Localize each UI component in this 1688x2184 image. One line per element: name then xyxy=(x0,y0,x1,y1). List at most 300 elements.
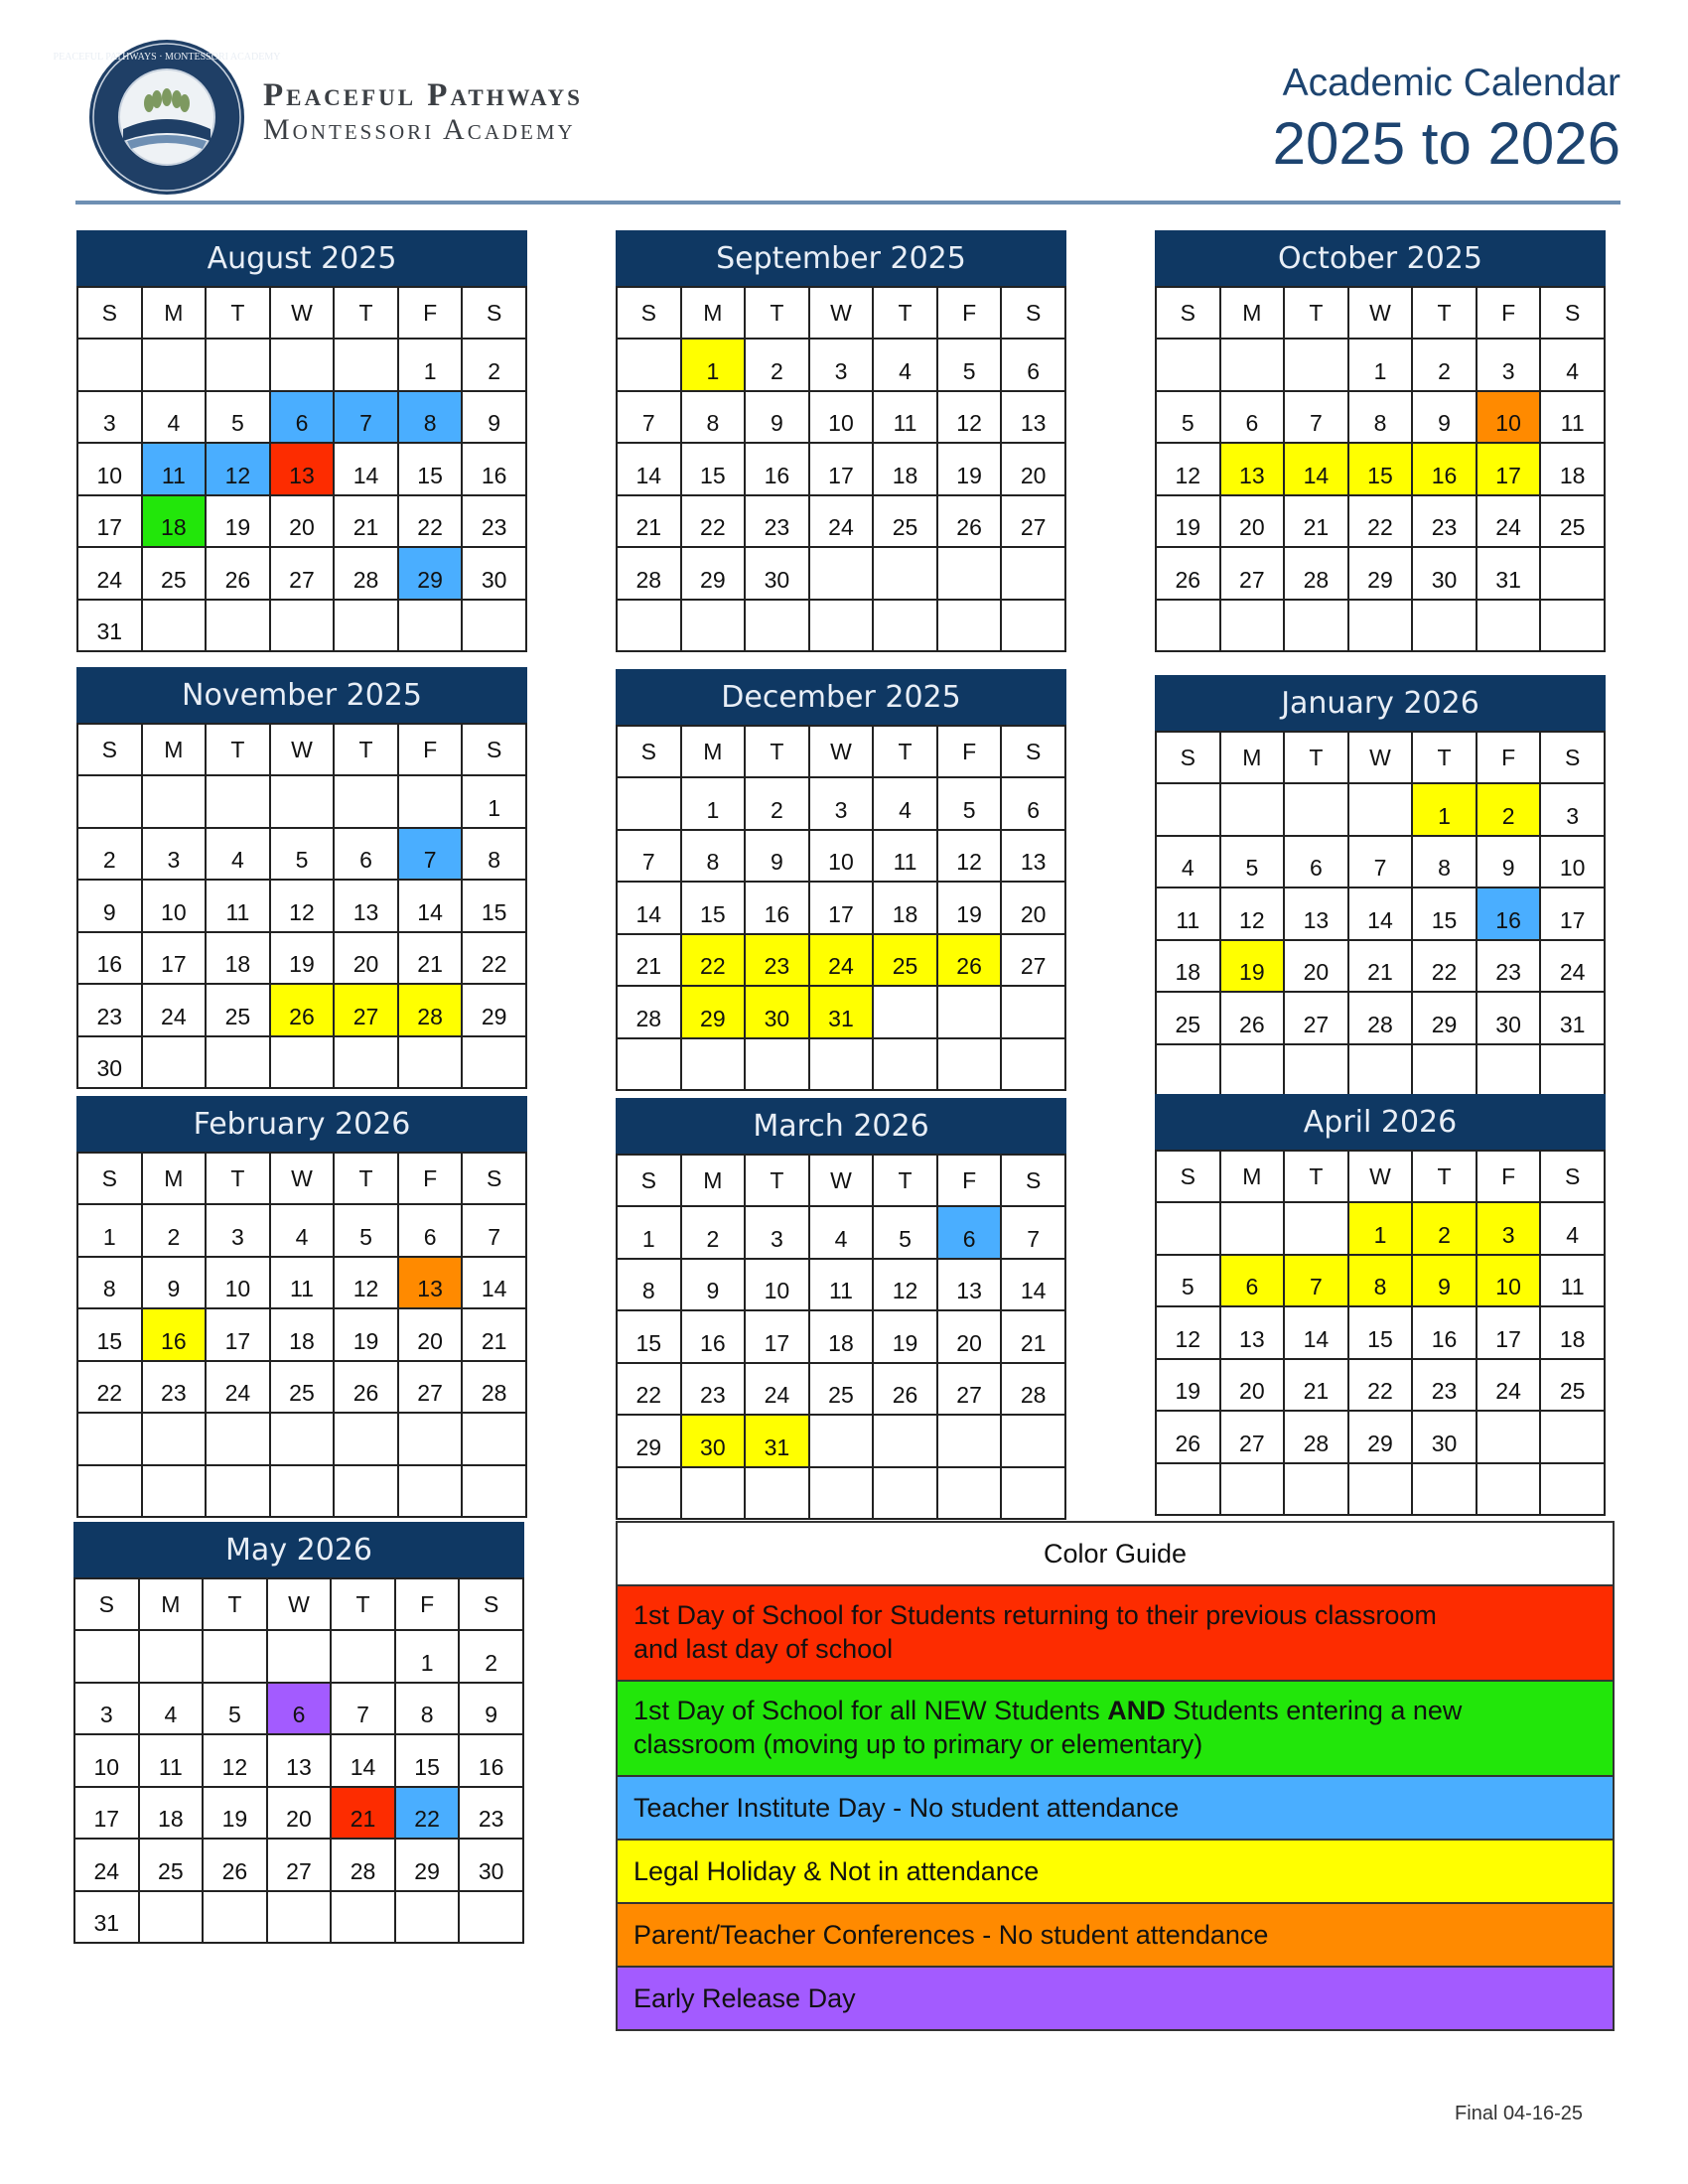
weekday-label: M xyxy=(142,1153,207,1204)
day-cell: 2 xyxy=(681,1206,746,1259)
week-row xyxy=(74,1630,523,1683)
weekday-label: T xyxy=(745,1155,809,1206)
weekday-header-row xyxy=(1156,732,1605,783)
empty-cell xyxy=(1156,1044,1220,1097)
day-cell: 10 xyxy=(1540,836,1605,888)
day-cell: 15 xyxy=(681,443,746,495)
week-row xyxy=(1156,443,1605,495)
day-cell: 21 xyxy=(331,1787,395,1840)
day-cell: 10 xyxy=(206,1257,270,1309)
day-cell: 2 xyxy=(1477,783,1541,836)
day-cell: 14 xyxy=(617,443,681,495)
week-row xyxy=(1156,836,1605,888)
weekday-label: T xyxy=(206,724,270,775)
week-row xyxy=(617,830,1065,883)
day-cell: 20 xyxy=(1001,443,1065,495)
day-cell: 27 xyxy=(334,984,398,1036)
day-cell: 21 xyxy=(462,1308,526,1361)
day-cell: 13 xyxy=(1220,1306,1285,1359)
month-title: September 2025 xyxy=(616,230,1066,286)
week-row xyxy=(77,1257,526,1309)
day-cell: 6 xyxy=(334,828,398,881)
weekday-label: S xyxy=(1001,287,1065,339)
day-cell: 8 xyxy=(395,1683,460,1735)
day-cell: 30 xyxy=(745,986,809,1038)
day-cell: 1 xyxy=(398,339,463,391)
week-row xyxy=(617,882,1065,934)
day-cell: 27 xyxy=(1220,547,1285,600)
empty-cell xyxy=(1540,1411,1605,1463)
weekday-label: T xyxy=(331,1578,395,1630)
empty-cell xyxy=(1412,1463,1477,1516)
day-cell: 30 xyxy=(1412,1411,1477,1463)
legend-text: and last day of school xyxy=(633,1634,894,1664)
day-cell: 16 xyxy=(462,443,526,495)
empty-cell xyxy=(873,1415,937,1467)
weekday-label: F xyxy=(398,287,463,339)
empty-cell xyxy=(937,1038,1002,1091)
month-title: August 2025 xyxy=(76,230,527,286)
week-row xyxy=(74,1683,523,1735)
day-cell: 21 xyxy=(617,495,681,548)
week-row xyxy=(1156,339,1605,391)
day-cell: 17 xyxy=(1477,1306,1541,1359)
page-year-range: 2025 to 2026 xyxy=(1272,110,1620,177)
legend-text: Teacher Institute Day - No student attendance xyxy=(633,1792,1180,1823)
day-cell: 4 xyxy=(142,391,207,444)
empty-cell xyxy=(1284,783,1348,836)
empty-cell xyxy=(1156,339,1220,391)
empty-cell xyxy=(1220,339,1285,391)
day-cell: 13 xyxy=(1284,887,1348,940)
day-cell: 10 xyxy=(1477,391,1541,444)
week-row xyxy=(617,1206,1065,1259)
brand-subtitle: Montessori Academy xyxy=(263,113,576,146)
day-cell: 18 xyxy=(809,1310,874,1363)
empty-cell xyxy=(1477,1463,1541,1516)
day-cell: 14 xyxy=(1001,1259,1065,1311)
day-cell: 1 xyxy=(617,1206,681,1259)
empty-cell xyxy=(873,1467,937,1520)
day-cell: 26 xyxy=(937,934,1002,987)
weekday-label: M xyxy=(139,1578,204,1630)
day-cell: 17 xyxy=(74,1787,139,1840)
day-cell: 3 xyxy=(77,391,142,444)
day-cell: 31 xyxy=(809,986,874,1038)
day-cell: 17 xyxy=(1477,443,1541,495)
day-cell: 10 xyxy=(809,391,874,444)
weekday-label: S xyxy=(617,287,681,339)
day-cell: 1 xyxy=(1348,1202,1413,1255)
week-row xyxy=(77,1308,526,1361)
day-cell: 14 xyxy=(398,880,463,932)
empty-cell xyxy=(206,1036,270,1089)
weekday-header-row xyxy=(77,287,526,339)
empty-cell xyxy=(270,600,335,652)
empty-cell xyxy=(1001,547,1065,600)
day-cell: 27 xyxy=(1284,992,1348,1044)
month-calendar xyxy=(76,1096,527,1518)
empty-cell xyxy=(270,1465,335,1518)
weekday-label: S xyxy=(74,1578,139,1630)
day-cell: 6 xyxy=(937,1206,1002,1259)
day-cell: 22 xyxy=(1348,1359,1413,1412)
empty-cell xyxy=(617,339,681,391)
weekday-header-row xyxy=(1156,1151,1605,1202)
day-cell: 1 xyxy=(395,1630,460,1683)
day-cell: 27 xyxy=(1001,495,1065,548)
empty-cell xyxy=(617,1467,681,1520)
day-cell: 14 xyxy=(617,882,681,934)
empty-cell xyxy=(206,600,270,652)
day-cell: 4 xyxy=(873,777,937,830)
day-cell: 12 xyxy=(1156,1306,1220,1359)
day-cell: 27 xyxy=(267,1839,332,1891)
day-cell: 12 xyxy=(203,1734,267,1787)
day-cell: 28 xyxy=(462,1361,526,1414)
empty-cell xyxy=(1477,1411,1541,1463)
day-cell: 6 xyxy=(1284,836,1348,888)
empty-cell xyxy=(937,1467,1002,1520)
day-cell: 8 xyxy=(1348,1255,1413,1307)
day-cell: 19 xyxy=(937,443,1002,495)
day-cell: 28 xyxy=(1001,1363,1065,1416)
weekday-label: T xyxy=(1412,1151,1477,1202)
weekday-header-row xyxy=(74,1578,523,1630)
day-cell: 6 xyxy=(398,1204,463,1257)
day-cell: 5 xyxy=(334,1204,398,1257)
day-cell: 16 xyxy=(745,882,809,934)
day-cell: 8 xyxy=(1412,836,1477,888)
day-cell: 28 xyxy=(398,984,463,1036)
day-cell: 30 xyxy=(77,1036,142,1089)
day-cell: 13 xyxy=(267,1734,332,1787)
day-cell: 20 xyxy=(1001,882,1065,934)
day-cell: 24 xyxy=(74,1839,139,1891)
empty-cell xyxy=(398,1036,463,1089)
day-cell: 19 xyxy=(206,495,270,548)
weekday-label: T xyxy=(334,287,398,339)
empty-cell xyxy=(142,1036,207,1089)
day-cell: 26 xyxy=(1156,547,1220,600)
weekday-label: M xyxy=(142,287,207,339)
empty-cell xyxy=(398,775,463,828)
day-cell: 15 xyxy=(462,880,526,932)
empty-cell xyxy=(77,1465,142,1518)
day-cell: 25 xyxy=(206,984,270,1036)
empty-cell xyxy=(1477,1044,1541,1097)
weekday-label: W xyxy=(809,726,874,777)
day-cell: 18 xyxy=(142,495,207,548)
weekday-label: S xyxy=(1540,732,1605,783)
weekday-label: T xyxy=(206,1153,270,1204)
empty-cell xyxy=(1477,600,1541,652)
week-row xyxy=(74,1891,523,1944)
empty-cell xyxy=(873,1038,937,1091)
day-cell: 11 xyxy=(873,830,937,883)
empty-cell xyxy=(142,1413,207,1465)
day-cell: 19 xyxy=(334,1308,398,1361)
day-cell: 7 xyxy=(1284,1255,1348,1307)
day-cell: 21 xyxy=(1001,1310,1065,1363)
weekday-label: F xyxy=(1477,1151,1541,1202)
weekday-label: S xyxy=(617,726,681,777)
day-cell: 2 xyxy=(745,339,809,391)
day-cell: 11 xyxy=(809,1259,874,1311)
day-cell: 5 xyxy=(1156,391,1220,444)
day-cell: 28 xyxy=(617,986,681,1038)
day-cell: 28 xyxy=(617,547,681,600)
day-cell: 16 xyxy=(1412,443,1477,495)
month-title: December 2025 xyxy=(616,669,1066,725)
week-row xyxy=(77,775,526,828)
day-cell: 8 xyxy=(462,828,526,881)
day-cell: 20 xyxy=(937,1310,1002,1363)
day-cell: 4 xyxy=(1540,1202,1605,1255)
day-cell: 27 xyxy=(1220,1411,1285,1463)
empty-cell xyxy=(1001,600,1065,652)
week-row xyxy=(617,339,1065,391)
empty-cell xyxy=(1348,1463,1413,1516)
empty-cell xyxy=(267,1891,332,1944)
day-cell: 30 xyxy=(462,547,526,600)
day-cell: 7 xyxy=(331,1683,395,1735)
empty-cell xyxy=(459,1891,523,1944)
day-cell: 29 xyxy=(681,547,746,600)
page-title: Academic Calendar xyxy=(1282,62,1620,104)
weekday-label: F xyxy=(937,1155,1002,1206)
empty-cell xyxy=(681,1038,746,1091)
empty-cell xyxy=(334,600,398,652)
day-cell: 26 xyxy=(334,1361,398,1414)
day-cell: 25 xyxy=(873,934,937,987)
day-cell: 16 xyxy=(459,1734,523,1787)
day-cell: 9 xyxy=(681,1259,746,1311)
week-row xyxy=(617,391,1065,444)
day-cell: 25 xyxy=(270,1361,335,1414)
empty-cell xyxy=(1284,600,1348,652)
weekday-label: S xyxy=(617,1155,681,1206)
day-cell: 4 xyxy=(809,1206,874,1259)
day-cell: 23 xyxy=(459,1787,523,1840)
month-title: May 2026 xyxy=(73,1522,524,1577)
week-row xyxy=(617,934,1065,987)
day-cell: 24 xyxy=(206,1361,270,1414)
day-cell: 20 xyxy=(1284,940,1348,993)
day-cell: 23 xyxy=(1412,495,1477,548)
day-cell: 30 xyxy=(459,1839,523,1891)
day-cell: 22 xyxy=(77,1361,142,1414)
day-cell: 12 xyxy=(270,880,335,932)
day-cell: 2 xyxy=(1412,339,1477,391)
day-cell: 18 xyxy=(139,1787,204,1840)
empty-cell xyxy=(1156,1202,1220,1255)
empty-cell xyxy=(142,1465,207,1518)
empty-cell xyxy=(745,600,809,652)
empty-cell xyxy=(142,775,207,828)
day-cell: 24 xyxy=(809,934,874,987)
day-cell: 12 xyxy=(937,830,1002,883)
empty-cell xyxy=(398,1465,463,1518)
day-cell: 2 xyxy=(462,339,526,391)
day-cell: 28 xyxy=(331,1839,395,1891)
day-cell: 24 xyxy=(745,1363,809,1416)
empty-cell xyxy=(1156,1463,1220,1516)
day-cell: 26 xyxy=(937,495,1002,548)
day-cell: 19 xyxy=(1220,940,1285,993)
empty-cell xyxy=(206,775,270,828)
empty-cell xyxy=(681,600,746,652)
day-cell: 3 xyxy=(809,339,874,391)
empty-cell xyxy=(1001,1415,1065,1467)
empty-cell xyxy=(1540,1044,1605,1097)
weekday-label: F xyxy=(937,726,1002,777)
week-row xyxy=(77,880,526,932)
weekday-header-row xyxy=(77,724,526,775)
day-cell: 22 xyxy=(681,495,746,548)
weekday-label: W xyxy=(809,287,874,339)
day-cell: 11 xyxy=(270,1257,335,1309)
day-cell: 27 xyxy=(937,1363,1002,1416)
day-cell: 3 xyxy=(142,828,207,881)
day-cell: 17 xyxy=(142,932,207,985)
weekday-label: W xyxy=(1348,287,1413,339)
day-cell: 31 xyxy=(745,1415,809,1467)
day-cell: 9 xyxy=(745,391,809,444)
day-cell: 5 xyxy=(873,1206,937,1259)
day-cell: 17 xyxy=(206,1308,270,1361)
empty-cell xyxy=(1540,600,1605,652)
day-cell: 7 xyxy=(398,828,463,881)
day-cell: 22 xyxy=(395,1787,460,1840)
day-cell: 3 xyxy=(1540,783,1605,836)
week-row xyxy=(1156,1255,1605,1307)
empty-cell xyxy=(270,775,335,828)
empty-cell xyxy=(77,1413,142,1465)
empty-cell xyxy=(617,600,681,652)
weekday-label: F xyxy=(395,1578,460,1630)
weekday-label: M xyxy=(1220,1151,1285,1202)
empty-cell xyxy=(809,600,874,652)
day-cell: 5 xyxy=(937,339,1002,391)
day-cell: 20 xyxy=(1220,1359,1285,1412)
header-divider xyxy=(75,201,1620,205)
day-cell: 9 xyxy=(1412,1255,1477,1307)
day-cell: 24 xyxy=(1477,1359,1541,1412)
revision-note: Final 04-16-25 xyxy=(1455,2103,1583,2124)
day-cell: 24 xyxy=(77,547,142,600)
week-row xyxy=(1156,1359,1605,1412)
empty-cell xyxy=(270,1413,335,1465)
day-cell: 5 xyxy=(270,828,335,881)
empty-cell xyxy=(334,775,398,828)
day-cell: 2 xyxy=(77,828,142,881)
day-cell: 1 xyxy=(681,339,746,391)
empty-cell xyxy=(1412,1044,1477,1097)
weekday-label: F xyxy=(398,1153,463,1204)
week-row xyxy=(1156,783,1605,836)
empty-cell xyxy=(873,986,937,1038)
day-cell: 25 xyxy=(1156,992,1220,1044)
day-cell: 25 xyxy=(1540,1359,1605,1412)
day-cell: 23 xyxy=(681,1363,746,1416)
weekday-label: T xyxy=(206,287,270,339)
legend-text: 1st Day of School for all NEW Students xyxy=(633,1696,1108,1726)
day-cell: 15 xyxy=(681,882,746,934)
empty-cell xyxy=(206,1413,270,1465)
month-calendar xyxy=(1155,230,1606,652)
week-row xyxy=(617,986,1065,1038)
day-cell: 12 xyxy=(206,443,270,495)
week-row xyxy=(1156,992,1605,1044)
day-cell: 23 xyxy=(77,984,142,1036)
day-cell: 14 xyxy=(331,1734,395,1787)
day-cell: 3 xyxy=(1477,1202,1541,1255)
legend-text: Legal Holiday & Not in attendance xyxy=(633,1855,1040,1886)
day-cell: 20 xyxy=(334,932,398,985)
day-cell: 21 xyxy=(617,934,681,987)
weekday-label: S xyxy=(459,1578,523,1630)
empty-cell xyxy=(267,1630,332,1683)
day-cell: 2 xyxy=(142,1204,207,1257)
empty-cell xyxy=(203,1891,267,1944)
week-row xyxy=(1156,1411,1605,1463)
weekday-label: T xyxy=(873,1155,937,1206)
legend-text: classroom (moving up to primary or elementary) xyxy=(633,1729,1203,1759)
legend-item-teacher-institute xyxy=(618,1777,1613,1841)
day-cell: 11 xyxy=(1540,1255,1605,1307)
weekday-label: F xyxy=(1477,732,1541,783)
weekday-label: S xyxy=(462,287,526,339)
day-cell: 15 xyxy=(1348,1306,1413,1359)
week-row xyxy=(77,443,526,495)
day-cell: 15 xyxy=(1348,443,1413,495)
day-cell: 18 xyxy=(1540,1306,1605,1359)
academy-logo xyxy=(53,38,281,197)
day-cell: 4 xyxy=(270,1204,335,1257)
day-cell: 7 xyxy=(1284,391,1348,444)
day-cell: 3 xyxy=(1477,339,1541,391)
color-guide-title: Color Guide xyxy=(618,1523,1613,1586)
day-cell: 26 xyxy=(270,984,335,1036)
week-row xyxy=(77,391,526,444)
day-cell: 21 xyxy=(1284,1359,1348,1412)
week-row xyxy=(77,495,526,548)
weekday-label: T xyxy=(203,1578,267,1630)
week-row xyxy=(77,1204,526,1257)
day-cell: 14 xyxy=(1348,887,1413,940)
day-cell: 8 xyxy=(77,1257,142,1309)
day-cell: 6 xyxy=(1001,777,1065,830)
week-row xyxy=(1156,600,1605,652)
empty-cell xyxy=(937,547,1002,600)
weekday-label: S xyxy=(1156,732,1220,783)
day-cell: 18 xyxy=(873,882,937,934)
day-cell: 11 xyxy=(142,443,207,495)
month-calendar xyxy=(76,230,527,652)
empty-cell xyxy=(1540,547,1605,600)
day-cell: 22 xyxy=(681,934,746,987)
empty-cell xyxy=(1220,600,1285,652)
week-row xyxy=(617,1259,1065,1311)
day-cell: 19 xyxy=(873,1310,937,1363)
day-cell: 10 xyxy=(142,880,207,932)
week-row xyxy=(1156,940,1605,993)
week-row xyxy=(1156,887,1605,940)
weekday-label: W xyxy=(270,1153,335,1204)
empty-cell xyxy=(809,1415,874,1467)
empty-cell xyxy=(1001,986,1065,1038)
